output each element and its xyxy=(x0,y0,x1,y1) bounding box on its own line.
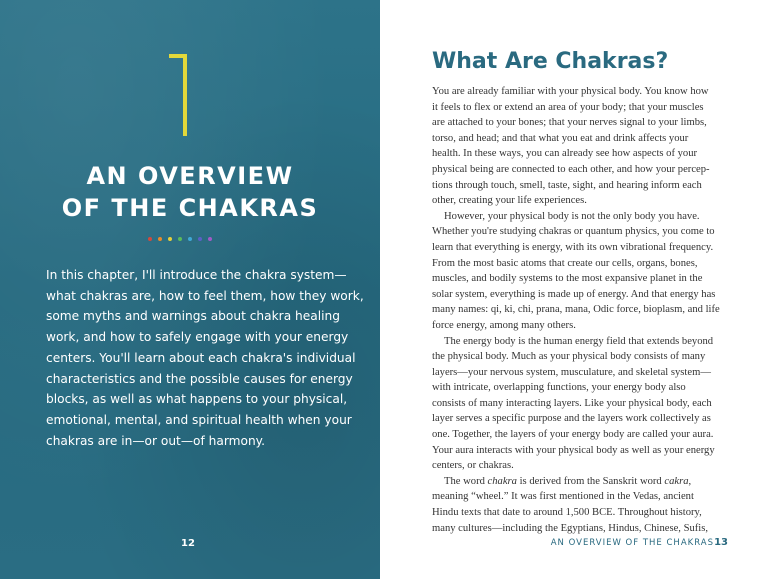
body-line: However, your physical body is not the only body you have. xyxy=(444,210,700,222)
body-line: other, creating your life experiences. xyxy=(432,195,587,207)
body-line: many names: qi, ki, chi, prana, mana, Odic force, bioplasm, and life xyxy=(432,304,720,316)
body-line: it feels to flex or extend an area of your body; that your muscles xyxy=(432,101,704,113)
intro-line: characteristics and the possible causes for energy xyxy=(46,371,353,386)
body-line: You are already familiar with your physical body. You know how xyxy=(432,86,709,97)
intro-line: some myths and warnings about chakra healing xyxy=(46,309,340,324)
body-line: Hindu texts that date to around 1,500 BCE. Throughout history, xyxy=(432,507,702,519)
chapter-title-line: OF THE CHAKRAS xyxy=(61,194,319,222)
chapter-number-glyph xyxy=(168,52,192,136)
body-line: Your aura interacts with your physical body as well as your energy xyxy=(432,444,715,456)
body-line: From the most basic atoms that create our cells, organs, bones, xyxy=(432,257,698,269)
body-line: The energy body is the human energy field that extends beyond xyxy=(444,335,714,347)
intro-line: emotional, mental, and spiritual health when your xyxy=(46,412,352,427)
body-text xyxy=(432,84,748,536)
body-line: The word chakra is derived from the Sanskrit word cakra, xyxy=(444,475,692,487)
body-line: muscles, and bodily systems to the most expansive planet in the xyxy=(432,273,703,285)
body-line: health. In these ways, you can already see how aspects of your xyxy=(432,148,698,160)
body-line: layers—your nervous system, musculature, and skeletal system— xyxy=(432,366,711,378)
body-line: meaning “wheel.” It was first mentioned in the Vedas, ancient xyxy=(432,491,694,503)
chakra-dot xyxy=(198,237,202,241)
body-line: one. Together, the layers of your energy body are called your aura. xyxy=(432,429,714,441)
body-line: consists of many interacting layers. Like your physical body, each xyxy=(432,397,712,409)
right-page xyxy=(380,0,760,579)
body-line: are attached to your bones; that your nerves signal to your limbs, xyxy=(432,117,707,129)
body-line: torso, and head; and that what you eat and drink affects your xyxy=(432,132,689,144)
intro-line: blocks, as well as what happens to your physical, xyxy=(46,392,348,407)
body-line: physical being are connected to each other, and how your percep- xyxy=(432,163,710,175)
chakra-dot xyxy=(208,237,212,241)
body-line: solar system, everything is made up of energy. And that energy has xyxy=(432,288,716,300)
chapter-number xyxy=(168,52,192,136)
running-head: AN OVERVIEW OF THE CHAKRAS xyxy=(550,538,714,548)
chakra-dot xyxy=(178,237,182,241)
intro-line: work, and how to safely engage with your energy xyxy=(46,330,349,345)
body-line: many cultures—including the Egyptians, Hindus, Chinese, Sufis, xyxy=(432,522,708,534)
section-title: What Are Chakras? xyxy=(432,49,669,74)
intro-line: chakras are in—or out—of harmony. xyxy=(46,433,266,448)
chakra-color-dots xyxy=(148,236,212,242)
body-line: tions through touch, smell, taste, sight, and hearing inform each xyxy=(432,179,702,191)
intro-line: what chakras are, how to feel them, how they work, xyxy=(46,288,364,303)
chakra-dot xyxy=(158,237,162,241)
body-line: force energy, among many others. xyxy=(432,319,576,331)
body-line: the physical body. Much as your physical body consists of many xyxy=(432,351,706,363)
body-line: layer serves a specific purpose and the layers work collectively as xyxy=(432,413,711,425)
intro-line: In this chapter, I'll introduce the chakra system— xyxy=(46,268,347,282)
body-line: learn that everything is energy, with its own vibrational frequency. xyxy=(432,241,714,253)
body-line: Whether you're studying chakras or quantum physics, you come to xyxy=(432,226,715,238)
chapter-title xyxy=(20,160,360,224)
chakra-dot xyxy=(148,237,152,241)
chapter-title-line: AN OVERVIEW xyxy=(86,162,294,190)
chakra-dot xyxy=(168,237,172,241)
intro-line: centers. You'll learn about each chakra's individual xyxy=(46,350,356,365)
body-line: centers, or chakras. xyxy=(432,460,514,472)
chakra-dot xyxy=(188,237,192,241)
page-number-left: 12 xyxy=(181,538,195,549)
page-number-right: 13 xyxy=(714,537,728,548)
body-line: with intricate, overlapping functions, your energy body also xyxy=(432,382,686,394)
chapter-intro xyxy=(46,265,364,451)
